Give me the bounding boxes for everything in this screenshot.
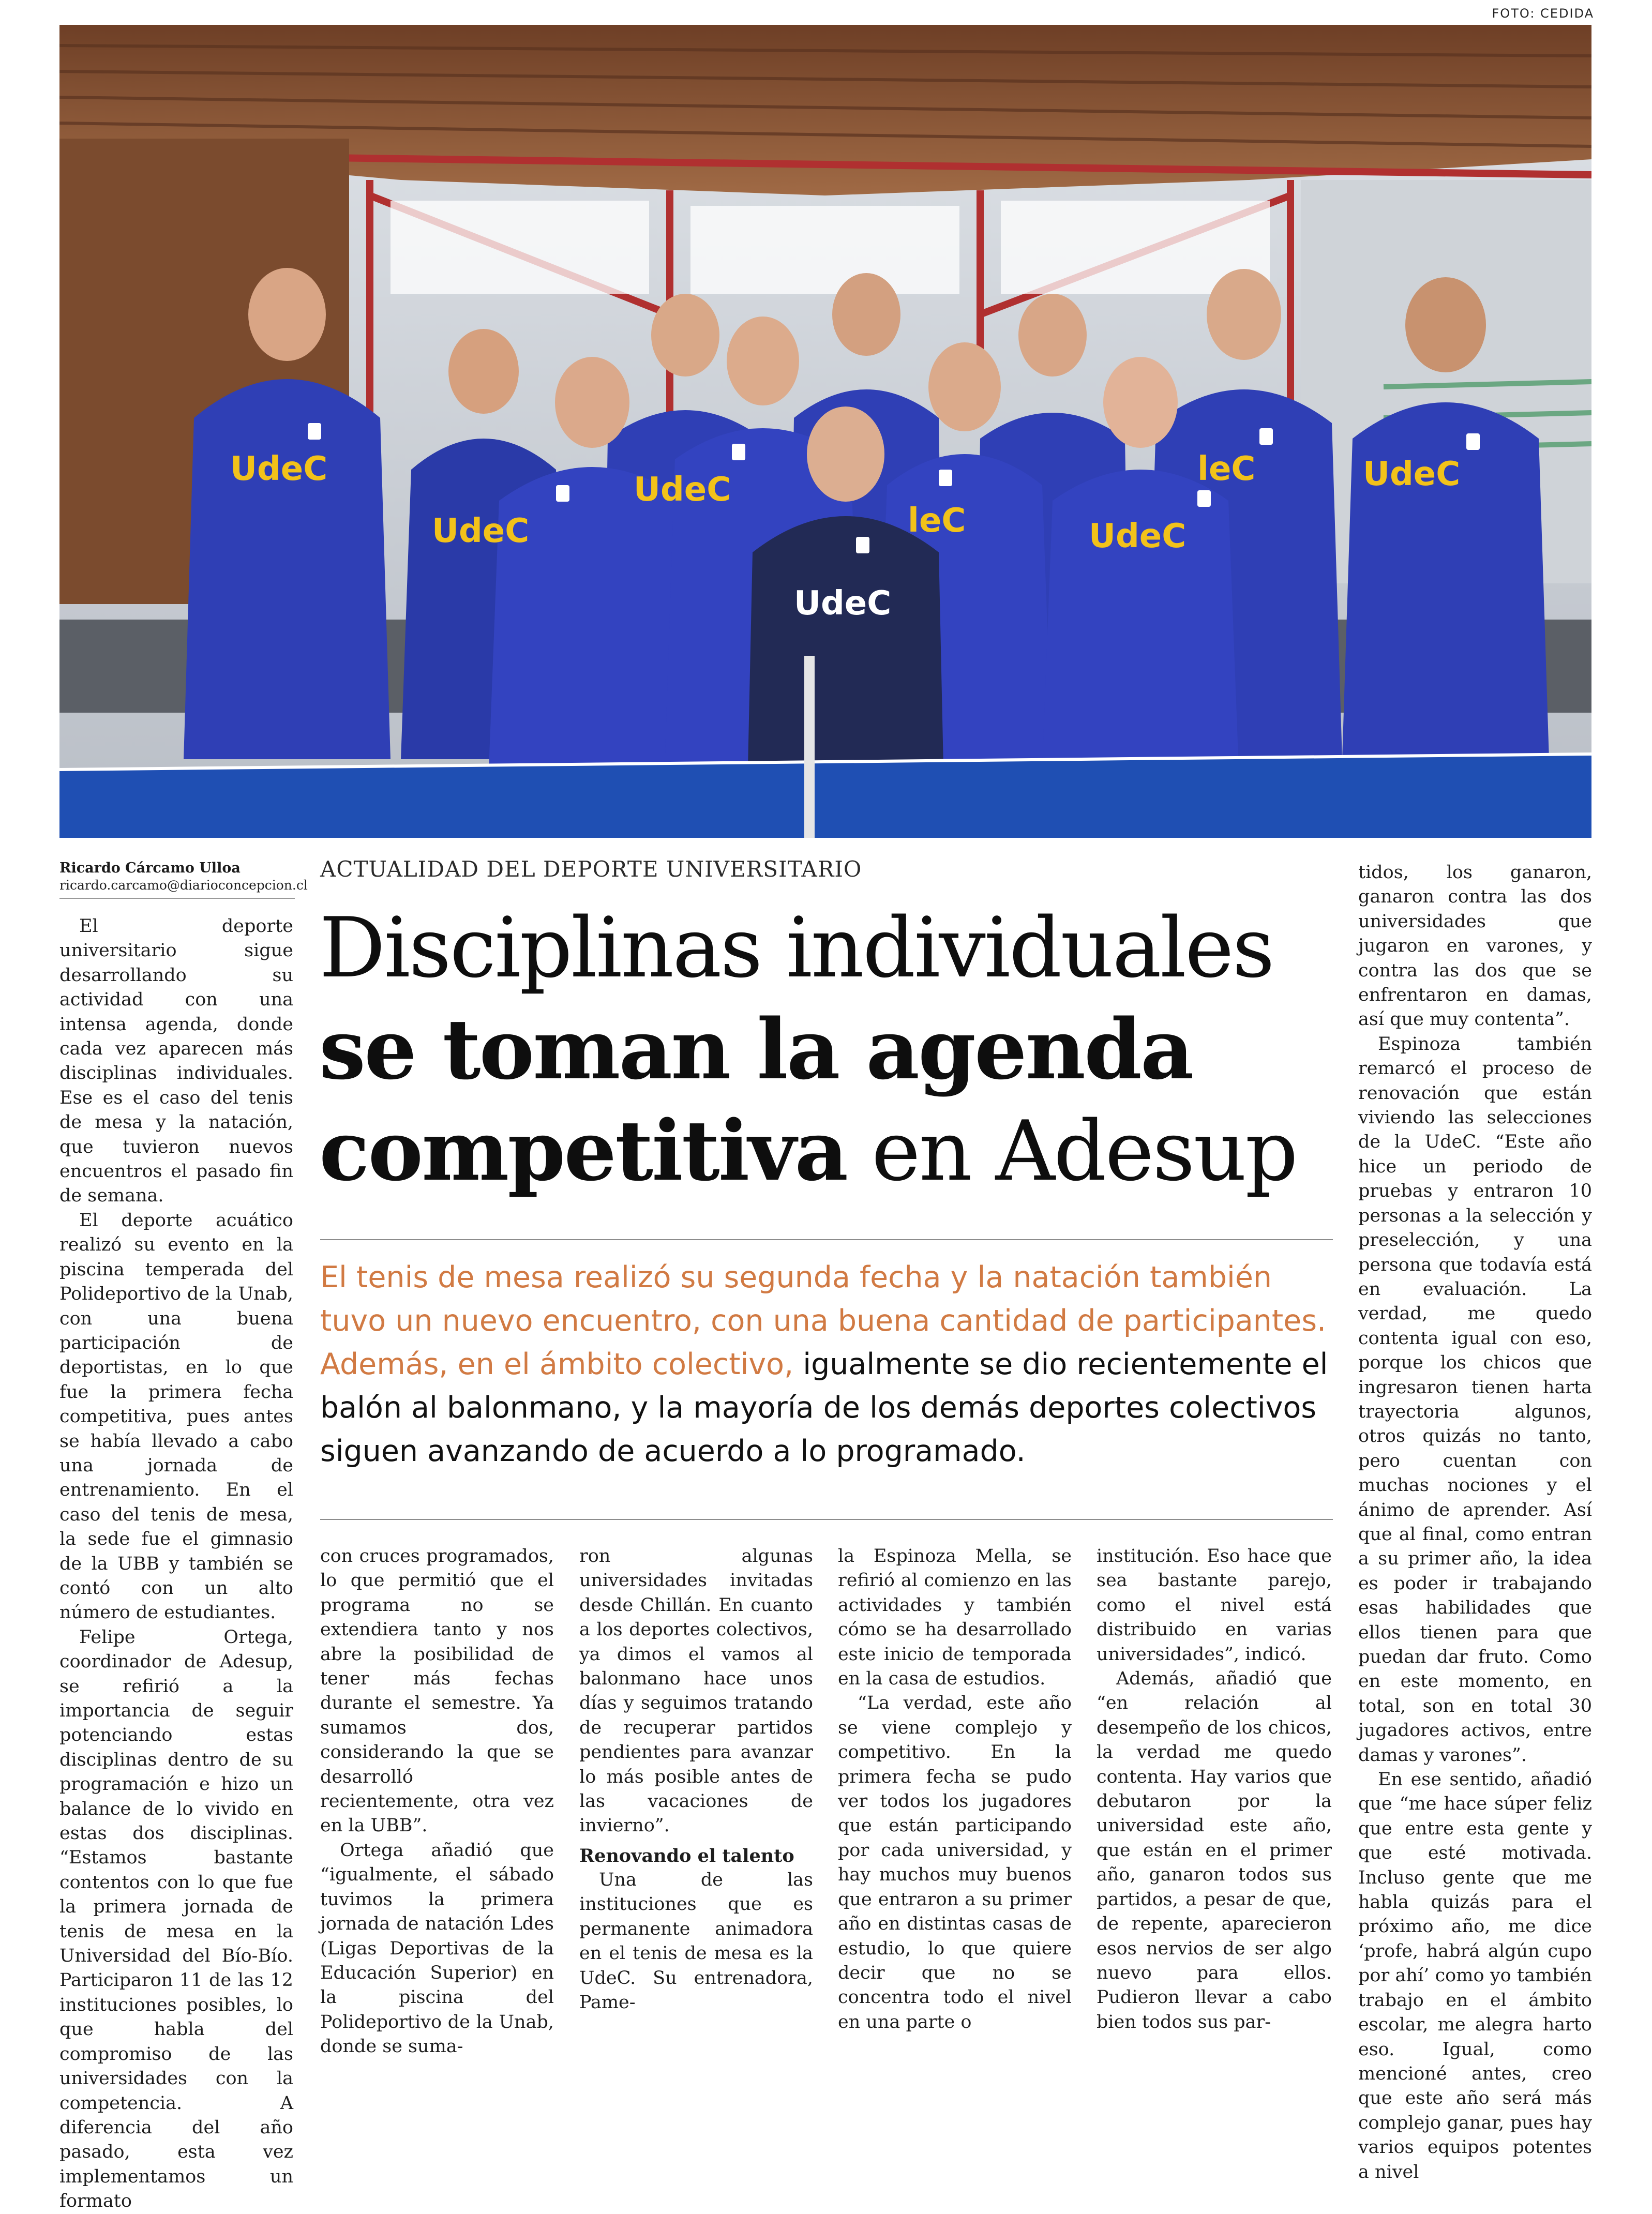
svg-text:leC: leC (1197, 450, 1256, 488)
headline-line-3-bold: competitiva (319, 1102, 847, 1199)
svg-text:leC: leC (908, 502, 966, 540)
svg-text:UdeC: UdeC (1363, 455, 1461, 493)
col3-para-1: ron algunas universidades invitadas desde Chillán. En cuanto a los deportes colectivos, ya dimos el vamos al balonmano hace unos días y seguimos tratando de recuperar partidos pendientes para avanzar lo más posible antes de las vacaciones de invierno”. (579, 1546, 813, 1836)
column-4 (838, 1544, 1072, 2035)
subhead: Renovando el talento (579, 1845, 794, 1866)
col1-para-3: Felipe Ortega, coordinador de Adesup, se refirió a la importancia de seguir potenciando estas disciplinas dentro de su programación e hizo un balance de lo vivido en estas dos disciplinas. “Estamos bastante contentos con lo que fue la primera jornada de tenis de mesa en la Universidad del Bío-Bío. Participaron 11 de las 12 instituciones posibles, lo que habla del compromiso de las universidades con la competencia. A diferencia del año pasado, esta vez implementamos un formato (59, 1626, 293, 2212)
svg-text:UdeC: UdeC (432, 512, 530, 550)
col6-para-1: tidos, los ganaron, ganaron contra las dos universidades que jugaron en varones, y contra las dos que se enfrentaron en damas, así que muy contenta”. (1358, 862, 1592, 1030)
headline-line-3 (319, 1100, 1333, 1202)
col5-para-2: Además, añadió que “en relación al desempeño de los chicos, la verdad me quedo contenta. Hay varios que debutaron por la universidad este año, que están en el primer año, ganaron todos sus partidos, a pesar de que, de repente, aparecieron esos nervios de ser algo nuevo para ellos. Pudieron llevar a cabo bien todos sus par- (1097, 1668, 1332, 2032)
col6-para-2: Espinoza también remarcó el proceso de renovación que están viviendo las selecciones de la UdeC. “Este año hice un periodo de pruebas y entraron 10 personas a la selección y preselección, y una persona que todavía está en evaluación. La verdad, me quedo contenta igual con eso, porque los chicos que ingresaron tienen harta trayectoria algunos, otros quizás no tanto, pero cuentan con muchas nociones y el ánimo de aprender. Así que al final, como entran a su primer año, la idea es poder ir trabajando esas habilidades que ellos tienen para que puedan dar fruto. Como en este momento, en total, son en total 30 jugadores activos, entre damas y varones”. (1358, 1033, 1592, 1766)
jersey-text: UdeC (230, 450, 328, 488)
col2-para-1: con cruces programados, lo que permitió que el programa no se extendiera tanto y nos abre la posibilidad de tener más fechas durante el semestre. Ya sumamos dos, considerando la que se desarrolló recientemente, otra vez en la UBB”. (320, 1546, 554, 1836)
team-photo-illustration (59, 25, 1591, 838)
col2-para-2: Ortega añadió que “igualmente, el sábado tuvimos la primera jornada de natación Ldes (Ligas Deportivas de la Educación Superior) en la piscina del Polideportivo de la Unab, donde se suma- (320, 1840, 554, 2057)
col5-para-1: institución. Eso hace que sea bastante parejo, como el nivel está distribuido en varias universidades”, indicó. (1097, 1546, 1332, 1665)
author-email: ricardo.carcamo@diarioconcepcion.cl (59, 878, 308, 893)
column-3 (579, 1544, 813, 2015)
author-name: Ricardo Cárcamo Ulloa (59, 860, 241, 876)
headline-line-2: se toman la agenda (319, 1001, 1193, 1098)
column-1 (59, 914, 293, 2214)
svg-text:UdeC: UdeC (1089, 517, 1187, 555)
deck (320, 1256, 1334, 1473)
col3-para-2: Una de las instituciones que es permanente animadora en el tenis de mesa es la UdeC. Su entrenadora, Pame- (579, 1869, 813, 2013)
deck-top-rule (320, 1239, 1333, 1240)
headline-line-1: Disciplinas individuales (319, 899, 1273, 996)
headline (319, 897, 1333, 1202)
column-6 (1358, 861, 1592, 2185)
svg-text:UdeC: UdeC (634, 471, 731, 509)
deck-bottom-rule (320, 1519, 1333, 1520)
col1-para-1: El deporte universitario sigue desarrollando su actividad con una intensa agenda, donde cada vez aparecen más disciplinas individuales. Ese es el caso del tenis de mesa y la natación, que tuvieron nuevos encuentros el pasado fin de semana. (59, 916, 293, 1207)
col6-para-3: En ese sentido, añadió que “me hace súper feliz que entre esta gente y que esté motivada. Incluso gente que me habla quizás para el próximo año, me dice ‘profe, habrá algún cupo por ahí’ como yo también trabajo en el ámbito escolar, me alegra harto eso. Igual, como mencioné antes, creo que este año será más complejo ganar, pues hay varios equipos potentes a nivel (1358, 1769, 1592, 2182)
svg-text:UdeC: UdeC (794, 584, 892, 623)
photo-credit: FOTO: CEDIDA (1492, 6, 1594, 21)
deck-highlight: El tenis de mesa realizó su segunda fecha y la natación también tuvo un nuevo encuentro, con una buena cantidad de participantes. Además, en el ámbito colectivo, (320, 1260, 1327, 1381)
col4-para-1: la Espinoza Mella, se refirió al comienzo en las actividades y también cómo se ha desarrollado este inicio de temporada en la casa de estudios. (838, 1546, 1072, 1690)
section-kicker: ACTUALIDAD DEL DEPORTE UNIVERSITARIO (320, 856, 862, 882)
byline-rule (59, 898, 295, 899)
col4-para-2: “La verdad, este año se viene complejo y competitivo. En la primera fecha se pudo ver todos los jugadores que están participando por cada universidad, y hay muchos muy buenos que entraron a su primer año en distintas casas de estudio, lo que quiere decir que no se concentra todo el nivel en una parte o (838, 1693, 1072, 2032)
col1-para-2: El deporte acuático realizó su evento en la piscina temperada del Polideportivo de la Unab, con una buena participación de deportistas, en lo que fue la primera fecha competitiva, pues antes se había llevado a cabo una jornada de entrenamiento. En el caso del tenis de mesa, la sede fue el gimnasio de la UBB y también se contó con un alto número de estudiantes. (59, 1210, 293, 1623)
column-2 (320, 1544, 554, 2059)
column-5 (1097, 1544, 1332, 2035)
deck-rest: igualmente se dio recientemente el balón al balonmano, y la mayoría de los demás deportes colectivos siguen avanzando de acuerdo a lo programado. (320, 1347, 1328, 1468)
headline-line-3-rest: en Adesup (847, 1103, 1297, 1199)
team-photo (59, 25, 1591, 838)
byline (59, 860, 308, 899)
